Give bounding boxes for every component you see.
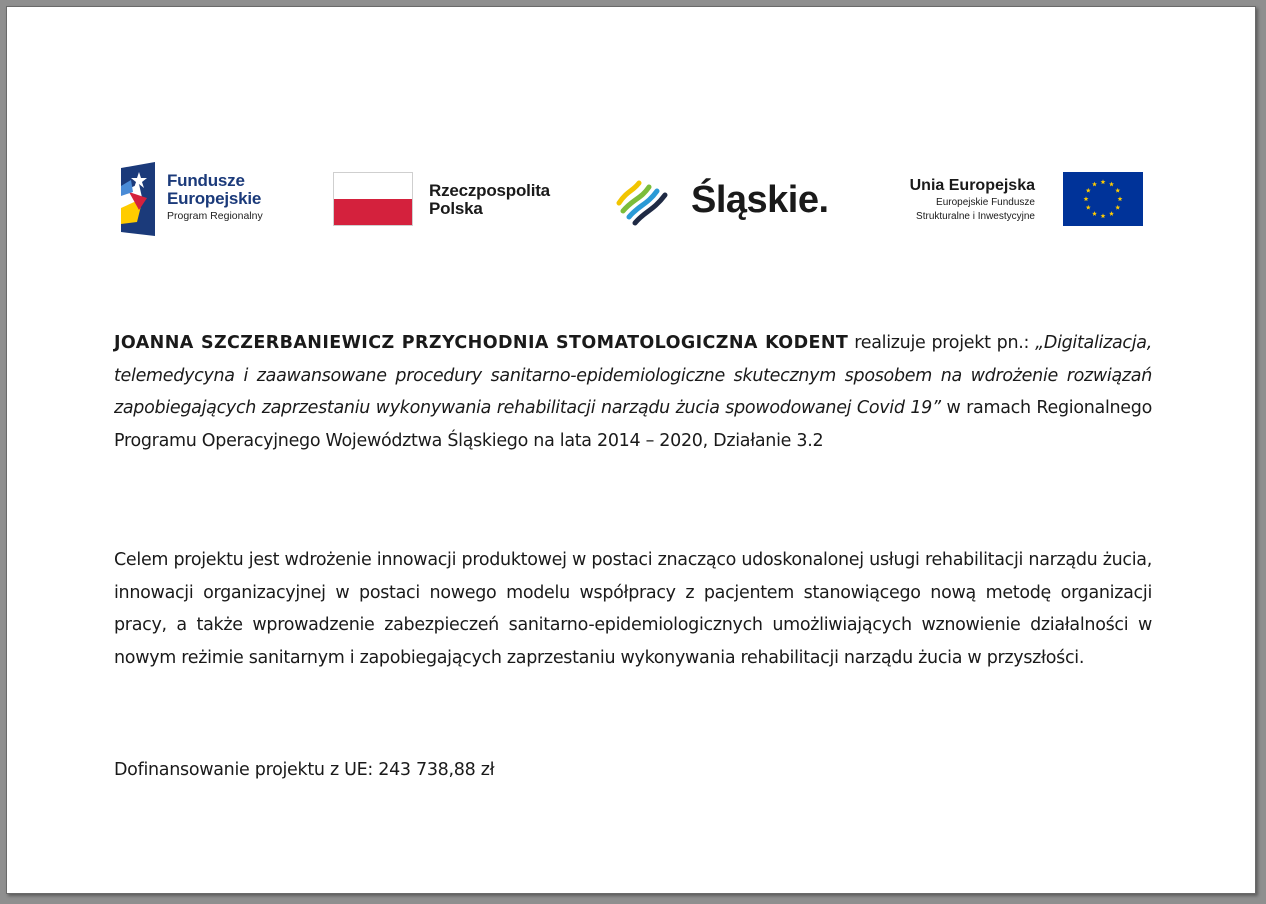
unia-line1: Unia Europejska bbox=[909, 177, 1035, 194]
organization-name: JOANNA SZCZERBANIEWICZ PRZYCHODNIA STOMATOLOGICZNA KODENT bbox=[114, 333, 849, 353]
unia-line3: Strukturalne i Inwestycyjne bbox=[916, 211, 1035, 222]
eu-flag-icon bbox=[1063, 172, 1143, 226]
rzeczpospolita-line2: Polska bbox=[429, 199, 483, 218]
rzeczpospolita-line1: Rzeczpospolita bbox=[429, 181, 550, 200]
fundusze-europejskie-logo bbox=[113, 162, 313, 236]
project-intro-paragraph bbox=[114, 327, 1152, 457]
logo-bar bbox=[7, 7, 1255, 307]
unia-line2: Europejskie Fundusze bbox=[936, 197, 1035, 208]
fundusze-line2: Europejskie bbox=[167, 189, 262, 208]
slaskie-logo bbox=[613, 169, 853, 235]
funding-amount-paragraph: Dofinansowanie projektu z UE: 243 738,88 zł bbox=[114, 760, 495, 780]
fundusze-europejskie-emblem-icon bbox=[113, 162, 157, 236]
polish-flag-icon bbox=[333, 172, 413, 226]
document-page bbox=[6, 6, 1256, 894]
slaskie-text: Śląskie. bbox=[691, 179, 829, 221]
intro-text: realizuje projekt pn.: bbox=[848, 333, 1036, 353]
project-goal-paragraph: Celem projektu jest wdrożenie innowacji produktowej w postaci znacząco udoskonalonej usługi rehabilitacji narządu żucia, innowacji organizacyjnej w postaci nowego modelu współpracy z pacjentem stanowiącego nową metodę organizacji pracy, a także wprowadzenie zabezpieczeń sanitarno-epidemiologicznych umożliwiających wznowienie działalności w nowym reżimie sanitarnym i zapobiegających zaprzestaniu wykonywania rehabilitacji narządu żucia w przyszłości. bbox=[114, 550, 1152, 668]
fundusze-line3: Program Regionalny bbox=[167, 210, 263, 222]
unia-europejska-logo bbox=[883, 172, 1143, 234]
program-text: w ramach Regionalnego Programu Operacyjnego Województwa Śląskiego na lata 2014 – 2020, Działanie 3.2 bbox=[114, 398, 1152, 451]
slaskie-waves-icon bbox=[613, 173, 677, 233]
rzeczpospolita-polska-logo bbox=[333, 172, 593, 232]
fundusze-line1: Fundusze bbox=[167, 171, 245, 190]
document-body bbox=[114, 327, 1152, 780]
project-title: „Digitalizacja, telemedycyna i zaawansowane procedury sanitarno-epidemiologiczne skutecznym sposobem na wdrożenie rozwiązań zapobiegających zaprzestaniu wykonywania rehabilitacji narządu żucia spowodowanej Covid 19” bbox=[114, 333, 1152, 418]
